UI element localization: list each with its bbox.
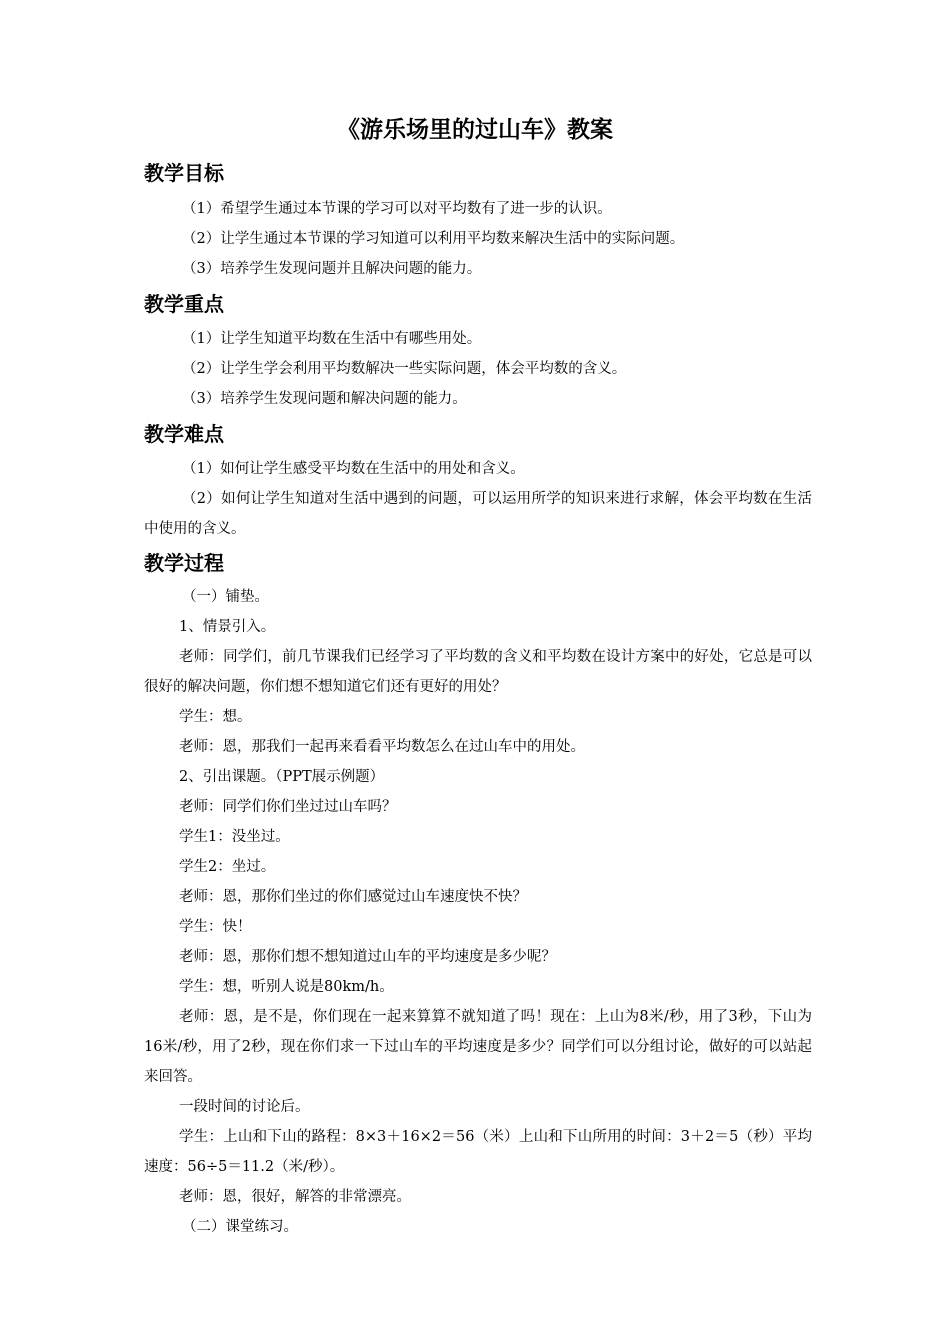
goal-item-2: （2）让学生通过本节课的学习知道可以利用平均数来解决生活中的实际问题。: [182, 231, 685, 247]
process-paragraph: 老师：恩，是不是，你们现在一起来算算不就知道了吗！现在：上山为8米/秒，用了3秒，下山为16米/秒，用了2秒，现在你们求一下过山车的平均速度是多少？同学们可以分组讨论，做好的可以站起来回答。: [144, 1009, 812, 1085]
heading-keypoints: 教学重点: [144, 292, 224, 316]
process-paragraph: 老师：恩，那我们一起再来看看平均数怎么在过山车中的用处。: [179, 739, 585, 755]
process-paragraph: 学生1：没坐过。: [179, 829, 290, 845]
goal-item-1: （1）希望学生通过本节课的学习可以对平均数有了进一步的认识。: [182, 201, 612, 217]
process-paragraph: 学生：快！: [179, 919, 252, 935]
process-paragraph: 老师：同学们你们坐过过山车吗？: [179, 799, 397, 815]
keypoint-item-1: （1）让学生知道平均数在生活中有哪些用处。: [182, 331, 482, 347]
process-paragraph: 老师：恩，很好，解答的非常漂亮。: [179, 1189, 411, 1205]
heading-process: 教学过程: [144, 551, 224, 575]
process-paragraph: （一）铺垫。: [182, 589, 269, 605]
process-paragraph: 1、情景引入。: [179, 619, 276, 635]
process-paragraph: 老师：恩，那你们坐过的你们感觉过山车速度快不快？: [179, 889, 527, 905]
process-paragraph: 2、引出课题。（PPT展示例题）: [179, 769, 385, 785]
heading-goals: 教学目标: [144, 161, 224, 185]
process-paragraph: 学生：想。: [179, 709, 252, 725]
keypoint-item-3: （3）培养学生发现问题和解决问题的能力。: [182, 391, 467, 407]
goal-item-3: （3）培养学生发现问题并且解决问题的能力。: [182, 261, 482, 277]
keypoint-item-2: （2）让学生学会利用平均数解决一些实际问题，体会平均数的含义。: [182, 361, 627, 377]
difficulty-item-2: （2）如何让学生知道对生活中遇到的问题，可以运用所学的知识来进行求解，体会平均数在生活中使用的含义。: [144, 491, 812, 537]
process-paragraph: 学生：上山和下山的路程：8×3＋16×2＝56（米）上山和下山所用的时间：3＋2＝5（秒）平均速度：56÷5＝11.2（米/秒）。: [144, 1129, 812, 1175]
process-paragraph: 学生2：坐过。: [179, 859, 276, 875]
process-paragraph: 学生：想，听别人说是80km/h。: [179, 979, 394, 995]
difficulty-item-1: （1）如何让学生感受平均数在生活中的用处和含义。: [182, 461, 525, 477]
process-paragraph: 一段时间的讨论后。: [179, 1099, 310, 1115]
process-paragraph: 老师：恩，那你们想不想知道过山车的平均速度是多少呢？: [179, 949, 556, 965]
document-title: 《游乐场里的过山车》教案: [337, 117, 613, 143]
process-paragraph: 老师：同学们，前几节课我们已经学习了平均数的含义和平均数在设计方案中的好处，它总是可以很好的解决问题，你们想不想知道它们还有更好的用处？: [144, 649, 812, 695]
process-paragraph: （二）课堂练习。: [182, 1219, 298, 1235]
heading-difficulties: 教学难点: [144, 422, 224, 446]
